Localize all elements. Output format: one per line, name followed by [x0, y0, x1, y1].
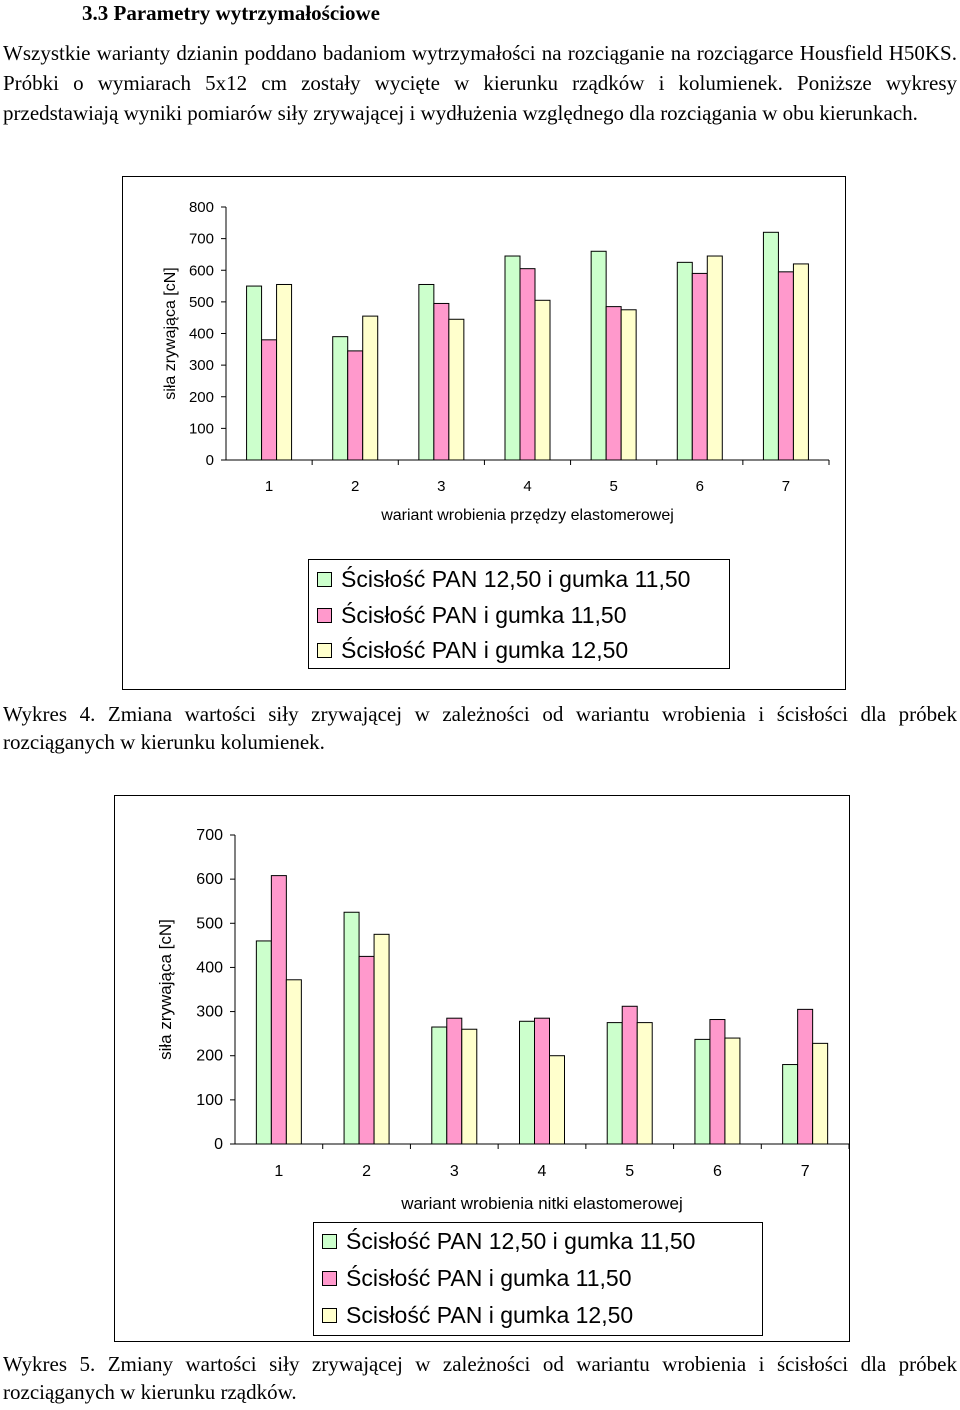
x-tick-label: 6 [712, 1163, 722, 1180]
bar-series2-cat4 [520, 269, 535, 460]
y-tick-label: 400 [196, 959, 223, 977]
bar-series1-cat6 [695, 1039, 710, 1144]
x-tick-label: 1 [274, 1163, 284, 1180]
y-tick-label: 600 [196, 871, 223, 889]
x-tick-label: 1 [264, 478, 274, 495]
y-tick-label: 700 [196, 827, 223, 844]
x-tick-label: 3 [437, 478, 446, 495]
legend-item-series2 [317, 600, 627, 630]
bar-series3-cat7 [813, 1043, 828, 1144]
legend-swatch-series2 [322, 1271, 337, 1286]
x-axis-label: wariant wrobienia przędzy elastomerowej [381, 507, 674, 524]
bar-series2-cat7 [798, 1009, 813, 1144]
x-tick-label: 6 [695, 478, 704, 495]
y-tick-label: 0 [214, 1136, 223, 1153]
x-axis-label: wariant wrobienia nitki elastomerowej [401, 1194, 683, 1213]
bar-series2-cat5 [606, 307, 621, 460]
y-tick-label: 800 [188, 199, 214, 216]
chart-4-frame [122, 176, 846, 690]
bar-series2-cat5 [622, 1006, 637, 1144]
bar-series3-cat6 [725, 1038, 740, 1144]
bar-series2-cat3 [434, 303, 449, 460]
bar-series3-cat5 [637, 1023, 652, 1144]
legend-item-series3 [317, 635, 628, 665]
legend-swatch-series2 [317, 608, 332, 623]
bar-series3-cat7 [793, 264, 808, 460]
y-tick-label: 500 [196, 915, 223, 933]
bar-series3-cat1 [286, 980, 301, 1144]
y-tick-label: 600 [188, 262, 214, 280]
legend-item-series1 [317, 564, 690, 594]
y-tick-label: 700 [188, 230, 214, 248]
y-tick-label: 0 [205, 452, 214, 469]
bar-series1-cat4 [520, 1021, 535, 1144]
bar-series2-cat6 [710, 1020, 725, 1144]
legend-item-series3 [322, 1300, 633, 1330]
legend-label-series1: Ścisłość PAN 12,50 i gumka 11,50 [341, 565, 691, 592]
bar-series3-cat1 [277, 284, 292, 460]
legend-swatch-series3 [322, 1308, 337, 1323]
bar-series3-cat5 [621, 310, 636, 460]
bar-series2-cat4 [535, 1018, 550, 1144]
legend-label-series2: Ścisłość PAN i gumka 11,50 [346, 1264, 632, 1291]
section-heading: 3.3 Parametry wytrzymałościowe [82, 1, 380, 25]
x-tick-label: 5 [625, 1163, 635, 1180]
chart-5-plot [115, 796, 849, 1216]
legend-label-series3: Scisłość PAN i gumka 12,50 [346, 1301, 634, 1328]
intro-paragraph: Wszystkie warianty dzianin poddano badaniom wytrzymałości na rozciąganie na rozciągarce Housfield H50KS. Próbki o wymiarach 5x12 cm zostały wycięte w kierunku rządków i kolumienek. Poniższe wykresy przedstawiają wyniki pomiarów siły zrywającej i wydłużenia względnego dla rozciągania w obu kierunkach. [3, 41, 957, 125]
y-tick-label: 300 [196, 1003, 223, 1021]
x-tick-label: 2 [362, 1163, 372, 1180]
y-tick-label: 200 [196, 1047, 223, 1065]
legend-swatch-series1 [322, 1234, 337, 1249]
bar-series3-cat6 [707, 256, 722, 460]
bar-series3-cat4 [550, 1056, 565, 1144]
bar-series2-cat2 [348, 351, 363, 460]
bar-series1-cat6 [677, 262, 692, 460]
bar-series2-cat3 [447, 1018, 462, 1144]
legend-item-series2 [322, 1263, 632, 1293]
bar-series1-cat4 [505, 256, 520, 460]
y-axis-label: siła zrywająca [cN] [162, 267, 179, 400]
x-tick-label: 7 [800, 1163, 810, 1180]
x-tick-label: 4 [537, 1163, 547, 1180]
bar-series1-cat2 [344, 912, 359, 1144]
y-tick-label: 200 [188, 388, 214, 406]
bar-series3-cat3 [449, 319, 464, 460]
y-tick-label: 400 [188, 325, 214, 343]
bar-series1-cat3 [419, 284, 434, 460]
x-tick-label: 5 [609, 478, 618, 495]
chart-4-plot [123, 177, 845, 557]
legend-swatch-series1 [317, 572, 332, 587]
bar-series1-cat5 [591, 251, 606, 460]
x-tick-label: 3 [449, 1163, 459, 1180]
y-axis-label: siła zrywająca [cN] [156, 919, 175, 1060]
x-tick-label: 2 [351, 478, 360, 495]
y-tick-label: 300 [188, 357, 214, 375]
bar-series1-cat5 [607, 1023, 622, 1144]
bar-series3-cat2 [374, 934, 389, 1144]
chart-5-caption: Wykres 5. Zmiany wartości siły zrywającej w zależności od wariantu wrobienia i ścisłości dla próbek rozciąganych w kierunku rządków. [3, 1352, 957, 1404]
bar-series2-cat7 [778, 272, 793, 460]
bar-series1-cat1 [256, 941, 271, 1144]
legend-label-series2: Ścisłość PAN i gumka 11,50 [341, 601, 627, 628]
chart-4-caption: Wykres 4. Zmiana wartości siły zrywającej w zależności od wariantu wrobienia i ścisłości dla próbek rozciąganych w kierunku kolumienek. [3, 702, 957, 754]
chart-5-legend [313, 1222, 763, 1336]
x-tick-label: 4 [523, 478, 532, 495]
legend-swatch-series3 [317, 643, 332, 658]
bar-series1-cat2 [333, 337, 348, 460]
y-tick-label: 500 [188, 293, 214, 311]
legend-item-series1 [322, 1226, 695, 1256]
bar-series3-cat3 [462, 1029, 477, 1144]
y-tick-label: 100 [196, 1091, 223, 1109]
y-tick-label: 100 [188, 420, 214, 438]
bar-series3-cat4 [535, 300, 550, 460]
x-tick-label: 7 [781, 478, 791, 495]
legend-label-series3: Ścisłość PAN i gumka 12,50 [341, 636, 629, 663]
legend-label-series1: Ścisłość PAN 12,50 i gumka 11,50 [346, 1227, 696, 1254]
bar-series2-cat1 [262, 340, 277, 460]
bar-series2-cat2 [359, 956, 374, 1144]
bar-series2-cat6 [692, 273, 707, 460]
bar-series3-cat2 [363, 316, 378, 460]
bar-series2-cat1 [271, 876, 286, 1144]
bar-series1-cat7 [763, 232, 778, 460]
chart-5-frame [114, 795, 850, 1342]
bar-series1-cat1 [247, 286, 262, 460]
bar-series1-cat7 [783, 1065, 798, 1144]
bar-series1-cat3 [432, 1027, 447, 1144]
chart-4-legend [308, 559, 730, 669]
